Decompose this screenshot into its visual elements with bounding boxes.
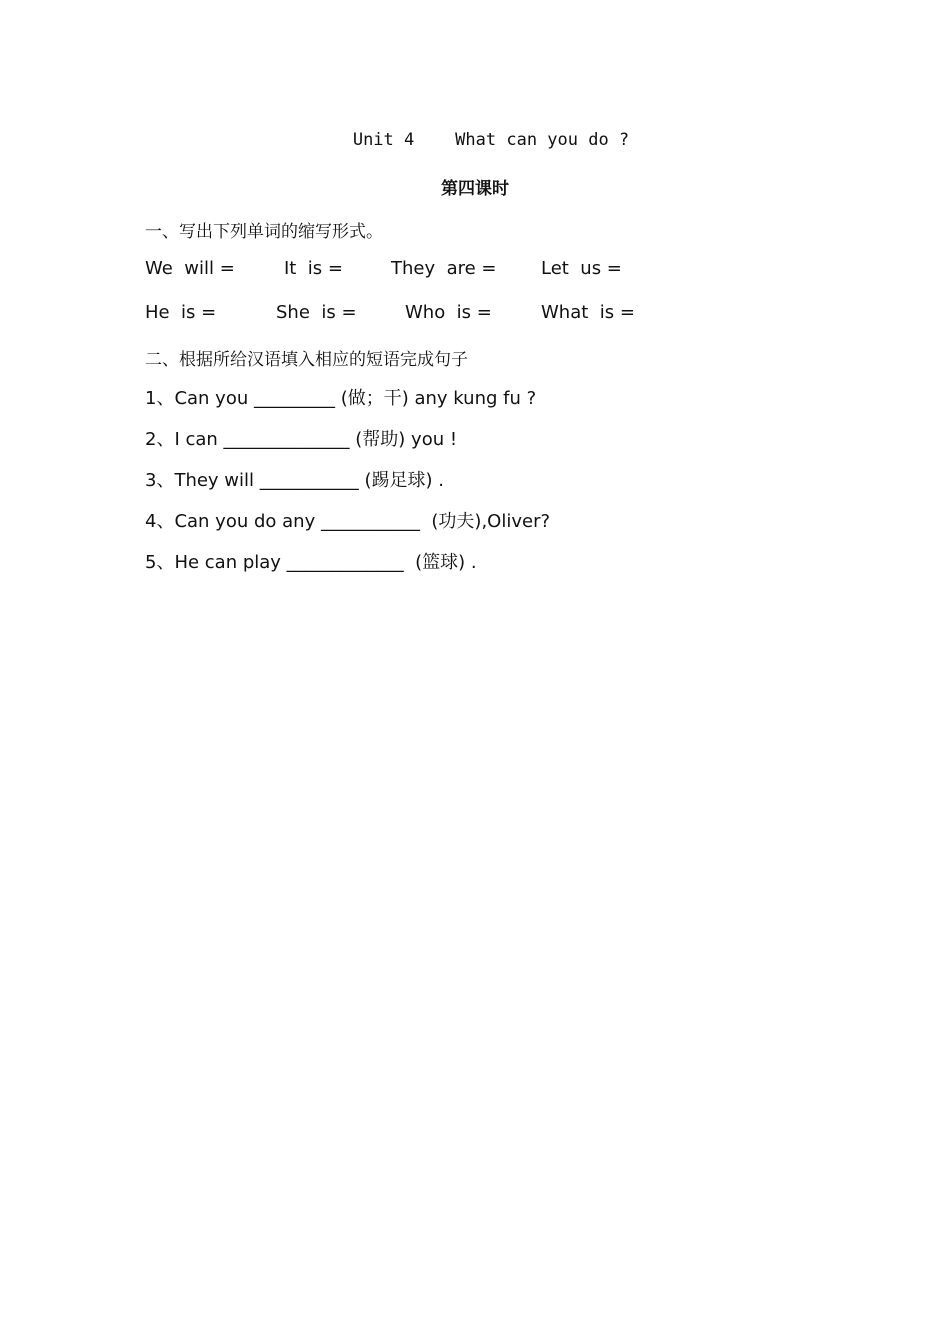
abbreviation-item: It is = bbox=[284, 258, 343, 279]
question-text: 1、Can you _________ ( bbox=[145, 388, 348, 409]
chinese-hint: 篮球 bbox=[422, 552, 459, 573]
section-2-heading: 二、根据所给汉语填入相应的短语完成句子 bbox=[145, 350, 468, 370]
chinese-hint: 帮助 bbox=[362, 429, 399, 450]
abbreviation-item: They are = bbox=[391, 258, 497, 279]
question-text: ),Oliver? bbox=[474, 511, 551, 532]
lesson-subtitle: 第四课时 bbox=[441, 179, 509, 199]
question-text: ) you ! bbox=[398, 429, 458, 450]
question-text: ) . bbox=[425, 470, 444, 491]
abbreviation-item: He is = bbox=[145, 302, 217, 323]
question-text: ) any kung fu ? bbox=[401, 388, 537, 409]
abbreviation-item: Who is = bbox=[405, 302, 492, 323]
section-1-heading: 一、写出下列单词的缩写形式。 bbox=[145, 222, 383, 242]
question-text: 5、He can play _____________ ( bbox=[145, 552, 423, 573]
question-text: ) . bbox=[458, 552, 477, 573]
chinese-hint: 踢足球 bbox=[371, 470, 426, 491]
question-item bbox=[145, 466, 444, 492]
abbreviation-item: Let us = bbox=[541, 258, 622, 279]
abbreviation-item: We will = bbox=[145, 258, 235, 279]
chinese-hint: 功夫 bbox=[438, 511, 475, 532]
question-item bbox=[145, 384, 536, 410]
question-item bbox=[145, 548, 477, 574]
chinese-hint: 做；干 bbox=[347, 388, 402, 409]
question-item bbox=[145, 425, 457, 451]
question-text: 2、I can ______________ ( bbox=[145, 429, 363, 450]
question-text: 4、Can you do any ___________ ( bbox=[145, 511, 439, 532]
question-text: 3、They will ___________ ( bbox=[145, 470, 372, 491]
page-title: Unit 4 What can you do ? bbox=[352, 130, 630, 150]
abbreviation-item: What is = bbox=[541, 302, 635, 323]
question-item bbox=[145, 507, 550, 533]
abbreviation-item: She is = bbox=[276, 302, 357, 323]
